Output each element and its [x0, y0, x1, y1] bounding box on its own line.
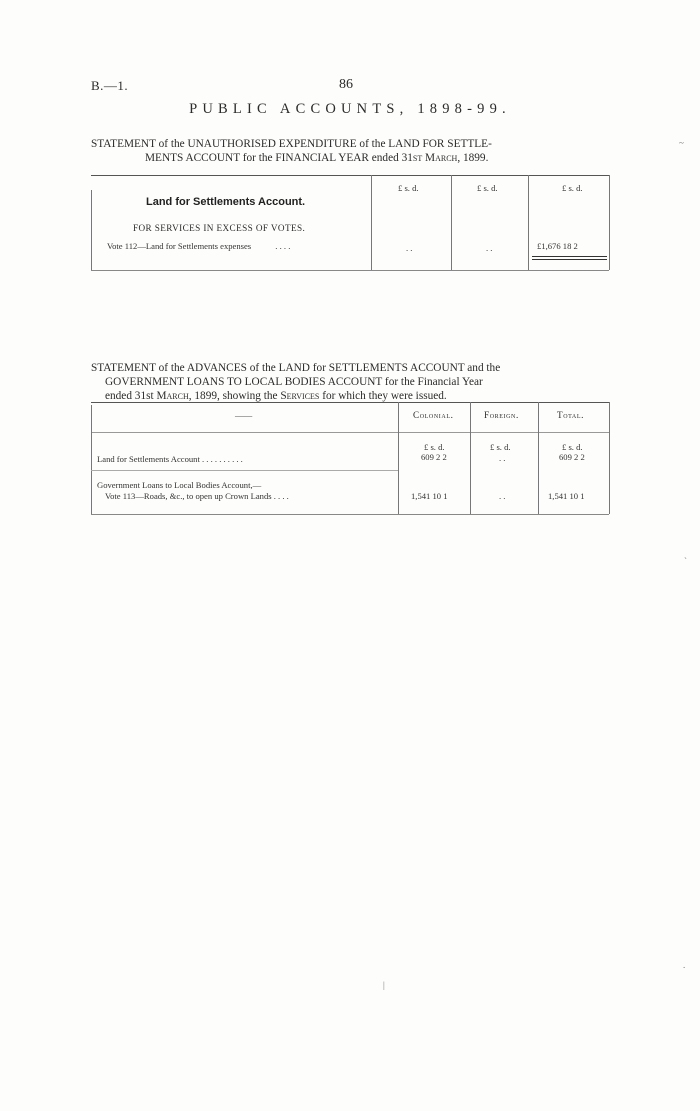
table-2-unit-colonial: £ s. d. [424, 442, 445, 452]
table-2-col-rule-3 [538, 402, 539, 514]
table-1-row-total: £1,676 18 2 [537, 241, 578, 251]
table-1-row-col-2: . . [486, 243, 493, 253]
table-2-unit-total: £ s. d. [562, 442, 583, 452]
table-2-right-rule [609, 402, 610, 514]
table-1-unit-head-1: £ s. d. [398, 183, 419, 193]
table-2-left-rule [91, 405, 92, 514]
table-2-bottom-rule [91, 514, 609, 515]
table-2-col-rule-1 [398, 402, 399, 514]
margin-mark-4: | [383, 980, 385, 990]
table-2-head-total: Total. [557, 410, 585, 420]
table-1-unit-head-2: £ s. d. [477, 183, 498, 193]
table-1-col-rule-3 [528, 175, 529, 270]
table-2-head-colonial: Colonial. [413, 410, 454, 420]
table-2-row-1-total: 609 2 2 [559, 452, 585, 462]
statement-2-line-2: GOVERNMENT LOANS TO LOCAL BODIES ACCOUNT for the Financial Year [105, 376, 483, 388]
table-1-total-rule-2 [532, 259, 607, 260]
table-2-row-2-colonial: 1,541 10 1 [411, 491, 448, 501]
table-1-account-title: Land for Settlements Account. [146, 196, 306, 208]
table-1-unit-head-3: £ s. d. [562, 183, 583, 193]
table-2-head-foreign: Foreign. [484, 410, 519, 420]
statement-1-line-1: STATEMENT of the UNAUTHORISED EXPENDITURE of the LAND FOR SETTLE- [91, 138, 492, 150]
statement-2-line-3: ended 31st March, 1899, showing the Services for which they were issued. [105, 390, 447, 402]
table-2-row-divider [91, 470, 398, 471]
page-number: 86 [339, 77, 353, 92]
table-1-right-rule [609, 175, 610, 270]
table-1-row-col-1: . . [406, 243, 413, 253]
table-2-header-rule [91, 432, 609, 433]
table-1-total-rule-1 [532, 256, 607, 257]
table-1-col-rule-1 [371, 175, 372, 270]
page-title: PUBLIC ACCOUNTS, 1898-99. [189, 101, 511, 117]
statement-1-line-2: MENTS ACCOUNT for the FINANCIAL YEAR ended 31st March, 1899. [145, 152, 489, 164]
table-1-left-rule [91, 190, 92, 270]
table-2-unit-foreign: £ s. d. [490, 442, 511, 452]
margin-mark-2: ` [684, 556, 687, 566]
statement-2-heading [91, 361, 609, 403]
table-2-row-2-total: 1,541 10 1 [548, 491, 585, 501]
table-1-top-rule [91, 175, 609, 176]
table-2-row-2-label-b: Vote 113—Roads, &c., to open up Crown Lands . . . . [105, 491, 289, 501]
table-2-stub-dash: —— [235, 410, 253, 420]
margin-mark-3: . [683, 960, 686, 970]
table-2-top-rule [91, 402, 609, 403]
statement-2-line-1: STATEMENT of the ADVANCES of the LAND for SETTLEMENTS ACCOUNT and the [91, 362, 501, 374]
document-reference: B.—1. [91, 78, 129, 93]
table-1-row-label: Vote 112—Land for Settlements expenses . . . . [107, 241, 291, 251]
table-2-row-2-label-a: Government Loans to Local Bodies Account,— [97, 480, 262, 490]
statement-1-heading [91, 137, 609, 165]
table-2-row-1-label: Land for Settlements Account . . . . . . . . . . [97, 454, 243, 464]
margin-mark-1: ~ [679, 138, 684, 148]
table-1-col-rule-2 [451, 175, 452, 270]
table-2-row-1-colonial: 609 2 2 [421, 452, 447, 462]
table-2-col-rule-2 [470, 402, 471, 514]
table-2-row-2-foreign: . . [499, 491, 506, 501]
table-1-bottom-rule [91, 270, 609, 271]
table-2-row-1-foreign: . . [499, 453, 506, 463]
table-1-section-heading: FOR SERVICES IN EXCESS OF VOTES. [133, 223, 306, 233]
